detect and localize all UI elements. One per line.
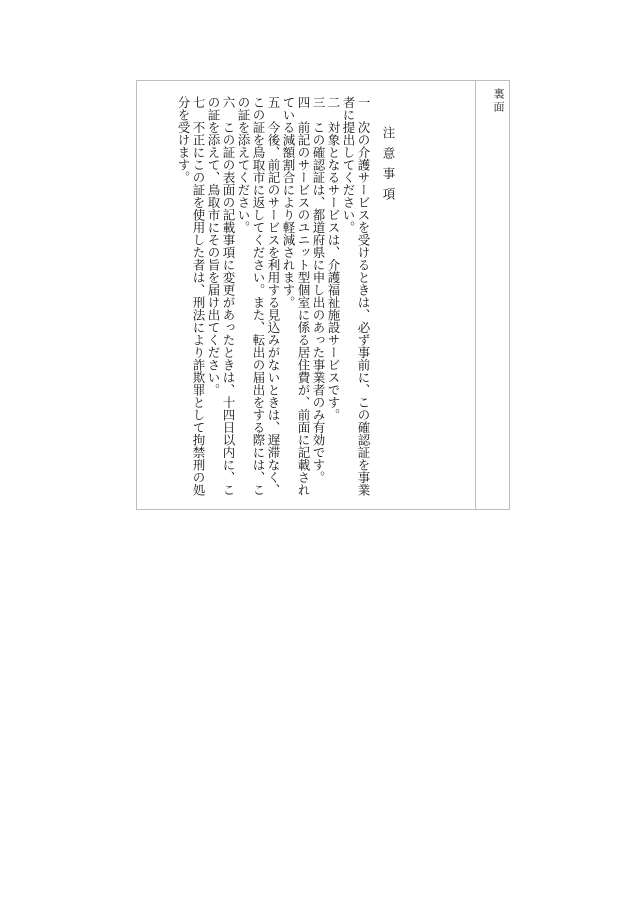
note-line: 四 前記のサービスのユニット型個室に係る居住費が、前面に記載され xyxy=(296,96,311,496)
note-line: 六 この証の表面の記載事項に変更があったときは、十四日以内に、こ xyxy=(221,96,236,496)
side-label-reverse: 裏面 xyxy=(492,88,505,114)
note-line: 分を受けます。 xyxy=(176,96,191,184)
note-line: 五 今後、前記のサービスを利用する見込みがないときは、遅滞なく、 xyxy=(266,96,281,496)
note-line: の証を添えてください。 xyxy=(236,96,251,234)
note-line: の証を添えて、鳥取市にその旨を届け出てください。 xyxy=(206,96,221,396)
note-line: 七 不正にこの証を使用した者は、刑法により詐欺罪として拘禁刑の処 xyxy=(191,96,206,496)
side-divider xyxy=(475,80,476,510)
note-line: 者に提出してください。 xyxy=(341,96,356,234)
note-line: 三 この確認証は、都道府県に申し出のあった事業者のみ有効です。 xyxy=(311,96,326,484)
note-line: ている減額割合により軽減されます。 xyxy=(281,96,296,309)
note-line: この証を鳥取市に返してください。また、転出の届出をする際には、こ xyxy=(251,96,266,496)
notes-block xyxy=(176,96,396,498)
note-line: 一 次の介護サービスを受けるときは、必ず事前に、この確認証を事業 xyxy=(356,96,371,496)
note-line: 二 対象となるサービスは、介護福祉施設サービスです。 xyxy=(326,96,341,421)
notes-title: 注意事項 xyxy=(381,126,396,208)
